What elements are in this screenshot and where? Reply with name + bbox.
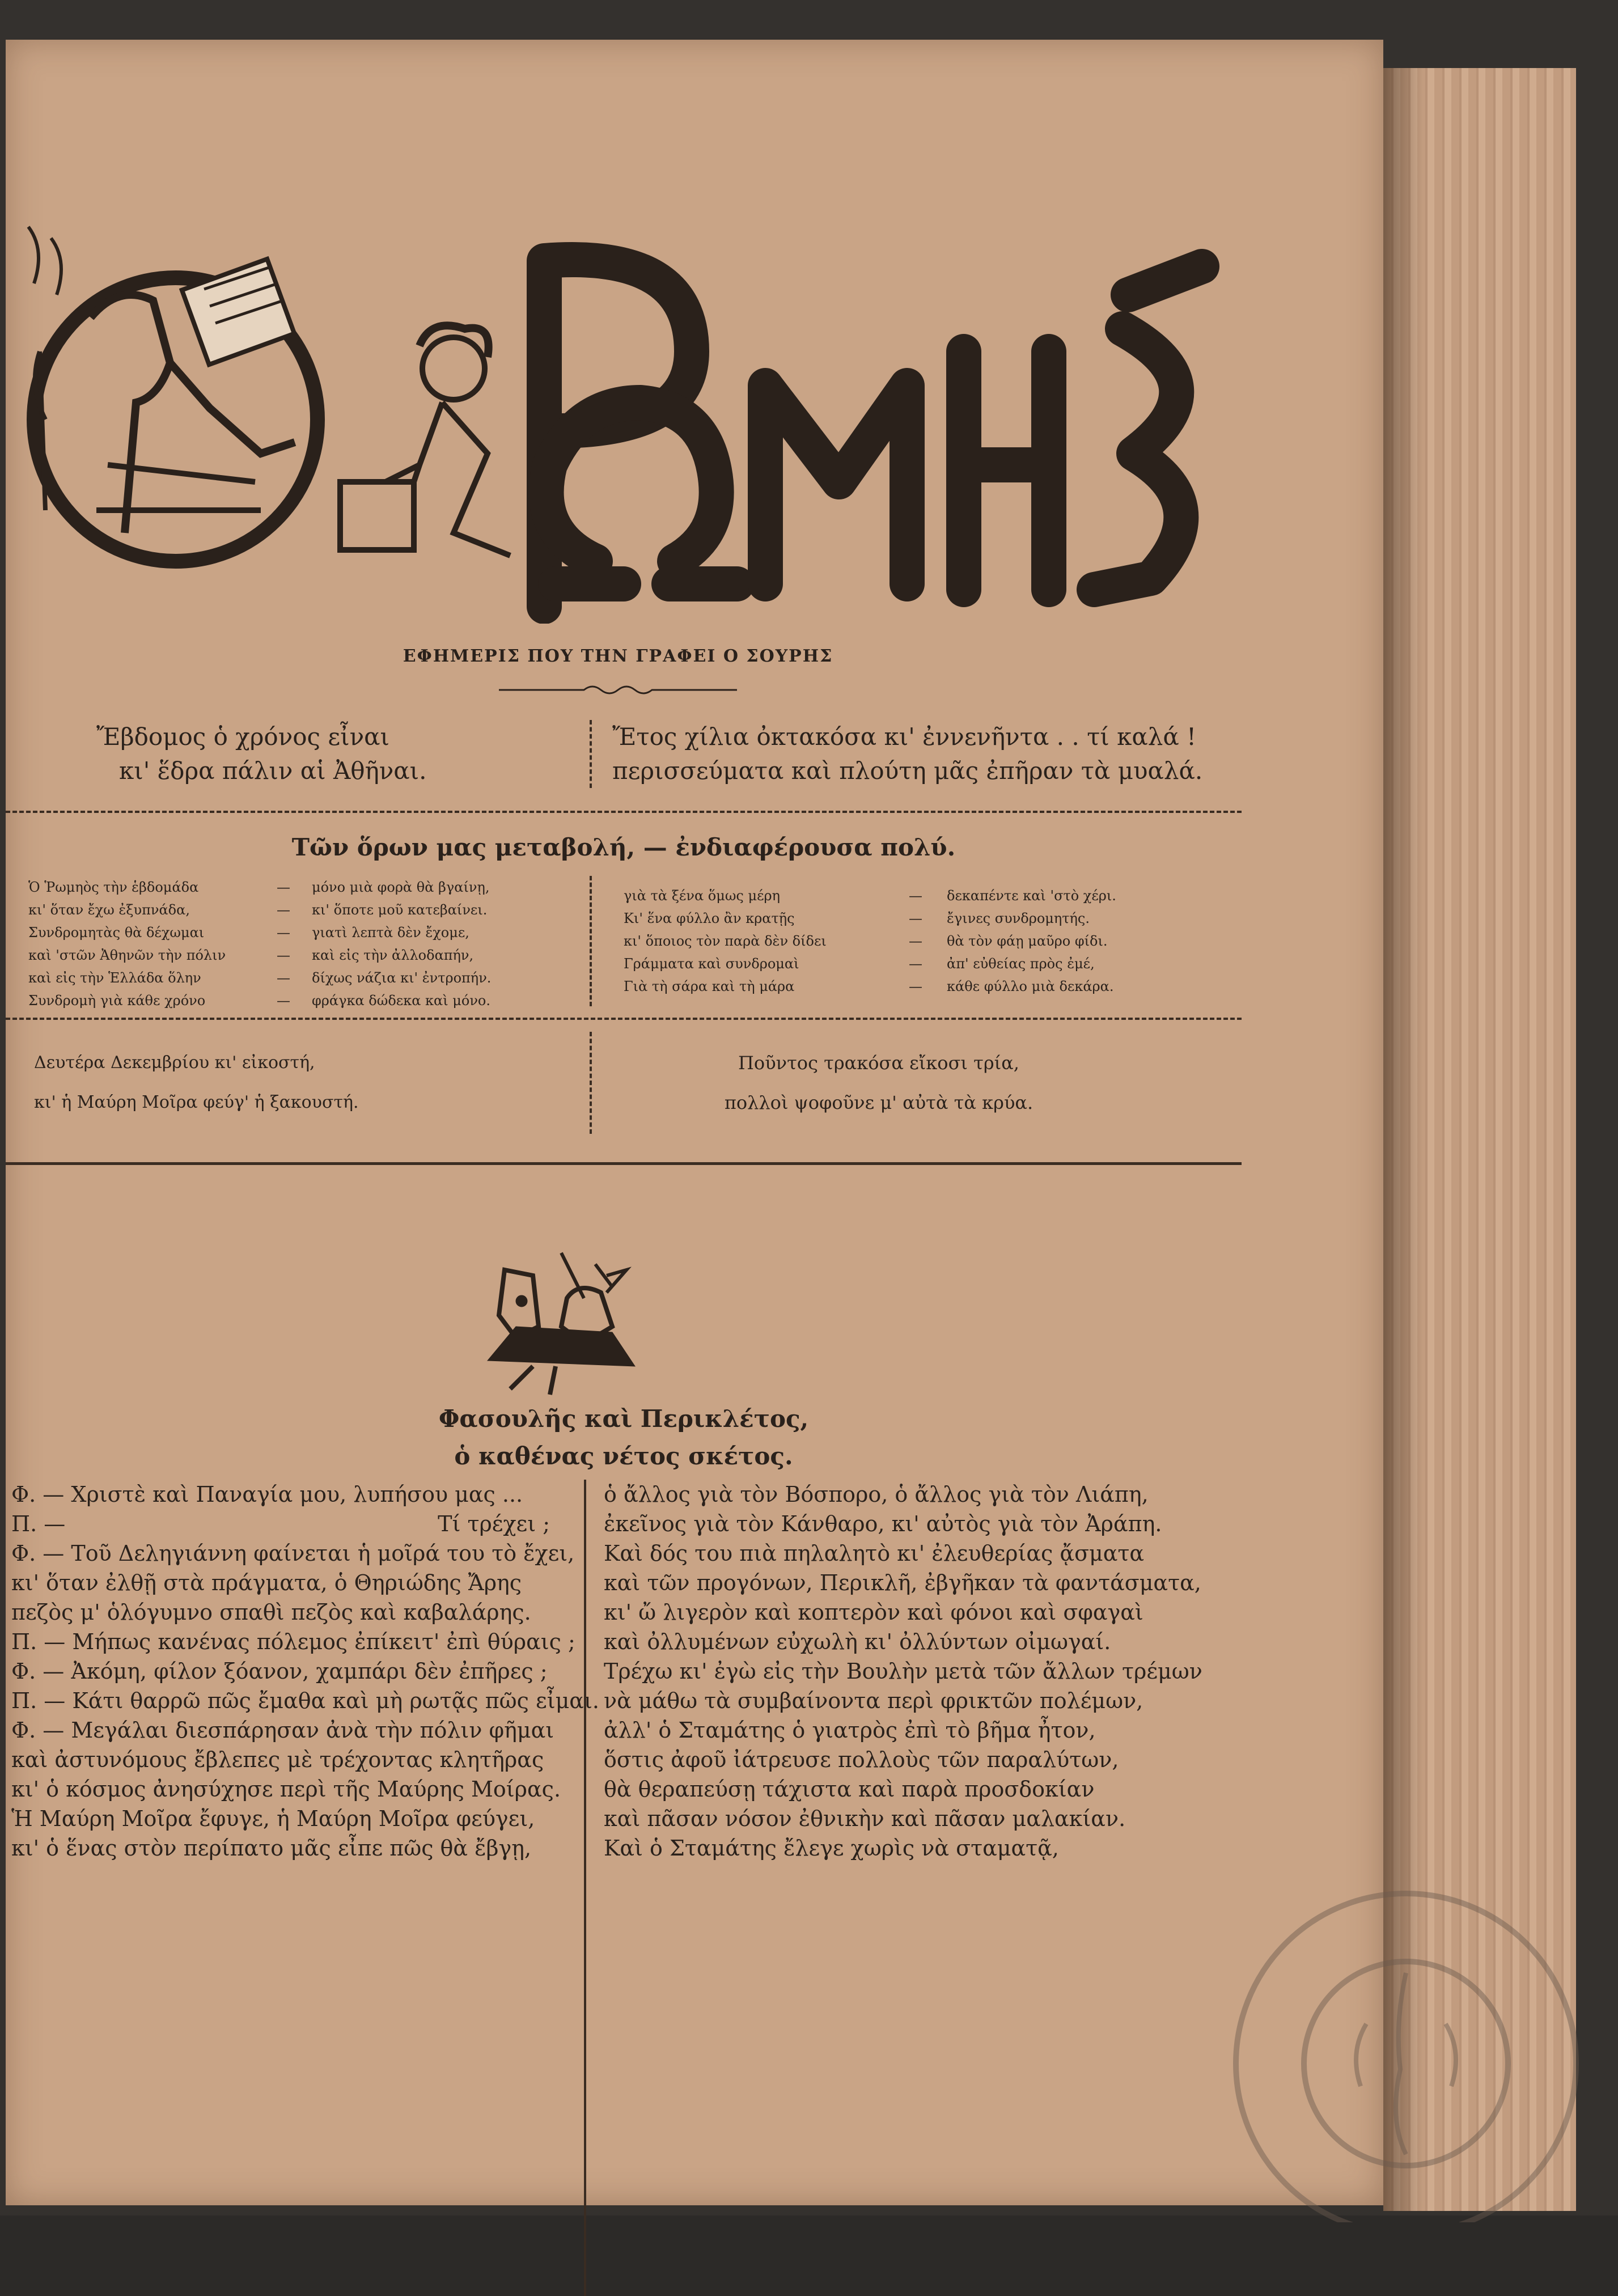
- subscription-line: Συνδρομητὰς θὰ δέχωμαι — γιατὶ λεπτὰ δὲν ἔχομε,: [28, 925, 469, 941]
- poem-line: καὶ τῶν προγόνων, Περικλῆ, ἐβγῆκαν τὰ φαντάσματα,: [604, 1570, 1201, 1595]
- poem-line: Φ. — Τοῦ Δεληγιάννη φαίνεται ἡ μοῖρά του τὸ ἔχει,: [11, 1541, 575, 1566]
- date-left: [34, 1043, 567, 1122]
- poem-line: καὶ ὀλλυμένων εὐχωλὴ κι' ὀλλύντων οἰμωγαί.: [604, 1629, 1111, 1654]
- poem-line: Ἡ Μαύρη Μοῖρα ἔφυγε, ἡ Μαύρη Μοῖρα φεύγει,: [11, 1806, 535, 1831]
- library-stamp: [1225, 1882, 1587, 2222]
- date-divider: [590, 1032, 592, 1134]
- subscription-line: κι' ὅταν ἔχω ἐξυπνάδα, — κι' ὅποτε μοῦ κατεβαίνει.: [28, 902, 488, 918]
- poem-title: [283, 1400, 964, 1475]
- subscription-left-column: [28, 876, 584, 1012]
- masthead-illustration: [23, 215, 1225, 624]
- masthead-subtitle: ΕΦΗΜΕΡΙΣ ΠΟΥ ΤΗΝ ΓΡΑΦΕΙ Ο ΣΟΥΡΗΣ: [403, 646, 833, 666]
- poem-line: νὰ μάθω τὰ συμβαίνοντα περὶ φρικτῶν πολέμων,: [604, 1688, 1143, 1713]
- fasoulis-perikletos-vignette: [465, 1242, 652, 1412]
- poem-line: ὁ ἄλλος γιὰ τὸν Βόσπορο, ὁ ἄλλος γιὰ τὸν Λιάπη,: [604, 1482, 1149, 1507]
- poem-line: Π. — Κάτι θαρρῶ πῶς ἔμαθα καὶ μὴ ρωτᾷς πῶς εἶμαι.: [11, 1688, 599, 1713]
- poem-line: ὅστις ἀφοῦ ἰάτρευσε πολλοὺς τῶν παραλύτων,: [604, 1747, 1119, 1772]
- subscription-line: Ὁ Ῥωμηὸς τὴν ἑβδομάδα — μόνο μιὰ φορὰ θὰ βγαίνῃ,: [28, 879, 490, 895]
- poem-line: καὶ πᾶσαν νόσον ἐθνικὴν καὶ πᾶσαν μαλακίαν.: [604, 1806, 1126, 1831]
- epigraph-left-line: Ἔβδομος ὁ χρόνος εἶναι: [96, 723, 390, 751]
- poem-line: Τρέχω κι' ἐγὼ εἰς τὴν Βουλὴν μετὰ τῶν ἄλλων τρέμων: [604, 1659, 1202, 1684]
- epigraph-right-line: Ἔτος χίλια ὀκτακόσα κι' ἐννενῆντα . . τί καλά !: [612, 723, 1196, 751]
- subscription-line: γιὰ τὰ ξένα ὅμως μέρη — δεκαπέντε καὶ 'στὸ χέρι.: [624, 888, 1116, 904]
- date-right-line: πολλοὶ ψοφοῦνε μ' αὐτὰ τὰ κρύα.: [724, 1092, 1034, 1113]
- poem-line: Καὶ δός του πιὰ πηλαλητὸ κι' ἐλευθερίας ᾄσματα: [604, 1541, 1145, 1566]
- subscription-line: Γιὰ τὴ σάρα καὶ τὴ μάρα — κάθε φύλλο μιὰ δεκάρα.: [624, 978, 1114, 994]
- subscription-title: Τῶν ὅρων μας μεταβολή, — ἐνδιαφέρουσα πολύ.: [291, 833, 956, 861]
- poem-left-column: [11, 1480, 599, 1863]
- subscription-line: Γράμματα καὶ συνδρομαὶ — ἀπ' εὐθείας πρὸς ἐμέ,: [624, 956, 1095, 972]
- date-right: [624, 1043, 1134, 1122]
- epigraph-divider: [590, 720, 592, 788]
- poem-line: Φ. — Χριστὲ καὶ Παναγία μου, λυπήσου μας ...: [11, 1482, 523, 1507]
- date-right-line: Ποῦντος τρακόσα εἴκοσι τρία,: [738, 1052, 1019, 1074]
- poem-column-divider: [584, 1480, 586, 2296]
- date-left-line: κι' ἡ Μαύρη Μοῖρα φεύγ' ἡ ξακουστή.: [34, 1092, 359, 1112]
- poem-line: ἐκεῖνος γιὰ τὸν Κάνθαρο, κι' αὐτὸς γιὰ τὸν Ἀράπη.: [604, 1511, 1162, 1536]
- date-left-line: Δευτέρα Δεκεμβρίου κι' εἰκοστή,: [34, 1053, 315, 1073]
- subscription-line: καὶ εἰς τὴν Ἑλλάδα ὅλην — δίχως νάζια κι' ἐντροπήν.: [28, 970, 492, 986]
- poem-line: Φ. — Ἀκόμη, φίλον ξόανον, χαμπάρι δὲν ἐπῆρες ;: [11, 1659, 548, 1684]
- poem-line: Π. — Τί τρέχει ;: [11, 1511, 550, 1536]
- rule: [6, 811, 1242, 813]
- rule: [6, 1018, 1242, 1020]
- subscription-line: Συνδρομὴ γιὰ κάθε χρόνο — φράγκα δώδεκα καὶ μόνο.: [28, 993, 490, 1009]
- epigraph-left: [96, 720, 550, 788]
- poem-line: θὰ θεραπεύσῃ τάχιστα καὶ παρὰ προσδοκίαν: [604, 1777, 1095, 1802]
- poem-line: καὶ ἀστυνόμους ἔβλεπες μὲ τρέχοντας κλητῆρας: [11, 1747, 544, 1772]
- ornament-divider: [499, 677, 737, 700]
- poem-line: κι' ὅταν ἐλθῇ στὰ πράγματα, ὁ Θηριώδης Ἄρης: [11, 1570, 522, 1595]
- poem-title-line: ὁ καθένας νέτος σκέτος.: [454, 1442, 793, 1470]
- subscription-line: καὶ 'στῶν Ἀθηνῶν τὴν πόλιν — καὶ εἰς τὴν ἀλλοδαπήν,: [28, 947, 474, 963]
- subscription-right-column: [624, 884, 1247, 998]
- subscription-line: Κι' ἕνα φύλλο ἂν κρατῇς — ἔγινες συνδρομητής.: [624, 910, 1090, 926]
- poem-line: κι' ὁ ἕνας στὸν περίπατο μᾶς εἶπε πῶς θὰ ἔβγῃ,: [11, 1836, 532, 1861]
- poem-line: Καὶ ὁ Σταμάτης ἔλεγε χωρὶς νὰ σταματᾷ,: [604, 1836, 1059, 1861]
- poem-line: πεζὸς μ' ὁλόγυμνο σπαθὶ πεζὸς καὶ καβαλάρης.: [11, 1600, 531, 1625]
- poem-title-line: Φασουλῆς καὶ Περικλέτος,: [438, 1405, 809, 1433]
- subscription-line: κι' ὅποιος τὸν παρὰ δὲν δίδει — θὰ τὸν φάῃ μαῦρο φίδι.: [624, 933, 1108, 949]
- masthead-letters: [544, 260, 1202, 607]
- poem-line: Φ. — Μεγάλαι διεσπάρησαν ἀνὰ τὴν πόλιν φῆμαι: [11, 1718, 554, 1743]
- masthead: [23, 215, 1225, 624]
- poem-line: κι' ὁ κόσμος ἀνησύχησε περὶ τῆς Μαύρης Μοίρας.: [11, 1777, 561, 1802]
- epigraph-right: [612, 720, 1264, 788]
- subscription-divider: [590, 876, 592, 1006]
- boy-illustration: [340, 325, 510, 556]
- epigraph-left-line: κι' ἕδρα πάλιν αἱ Ἀθῆναι.: [119, 757, 427, 785]
- poem-line: κι' ὤ λιγερὸν καὶ κοπτερὸν καὶ φόνοι καὶ σφαγαὶ: [604, 1600, 1143, 1625]
- poem-line: Π. — Μήπως κανένας πόλεμος ἐπίκειτ' ἐπὶ θύραις ;: [11, 1629, 575, 1654]
- rule: [6, 1162, 1242, 1165]
- epigraph-right-line: περισσεύματα καὶ πλούτη μᾶς ἐπῆραν τὰ μυαλά.: [612, 757, 1203, 785]
- poem-line: ἀλλ' ὁ Σταμάτης ὁ γιατρὸς ἐπὶ τὸ βῆμα ἦτον,: [604, 1718, 1096, 1743]
- seated-man-illustration: [28, 227, 317, 561]
- poem-right-column: [604, 1480, 1256, 1863]
